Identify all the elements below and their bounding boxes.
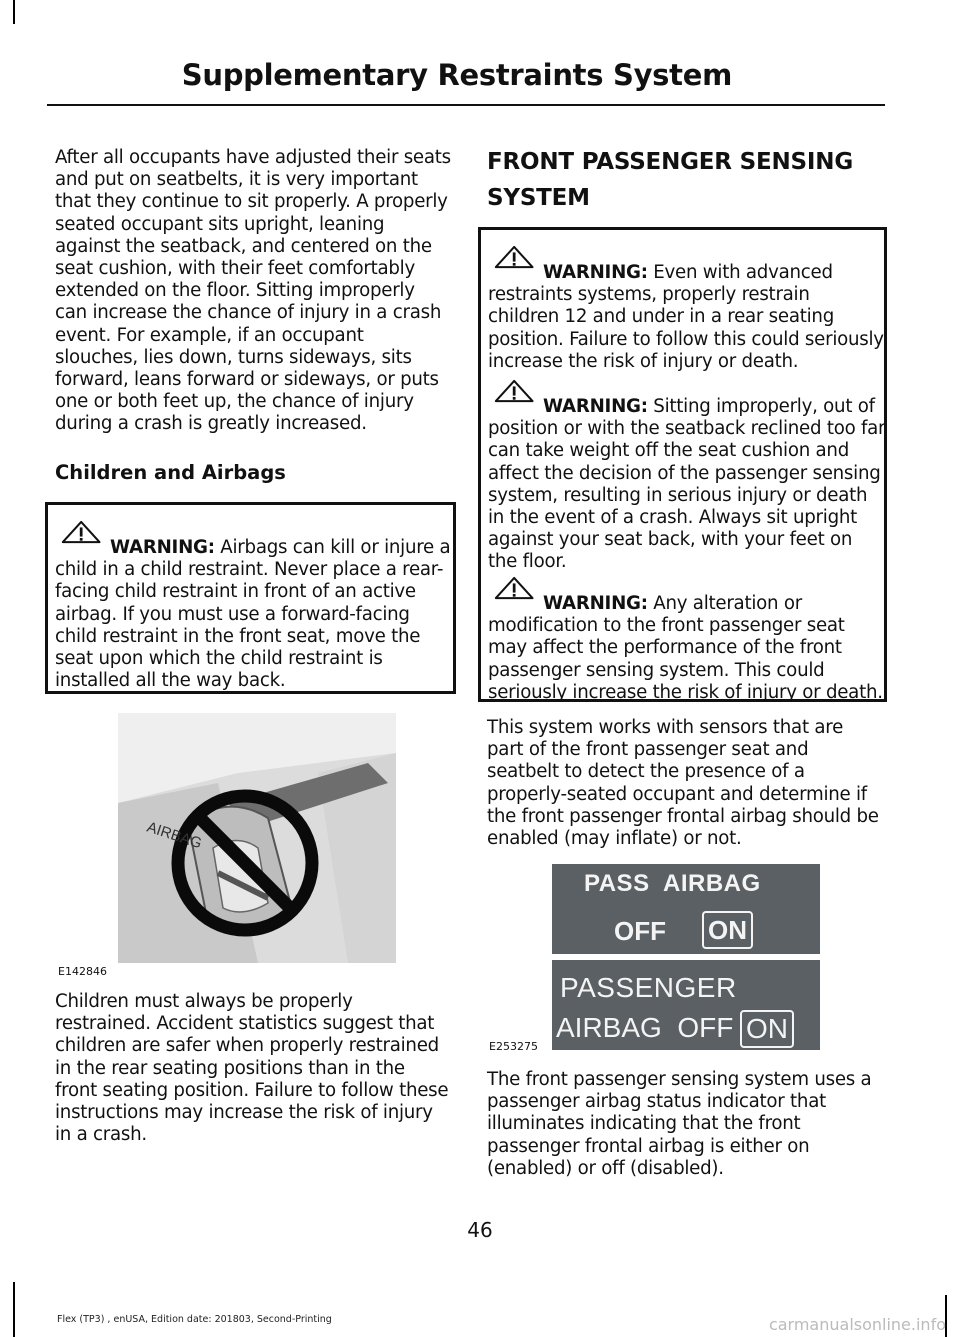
figure-id: E253275: [489, 1040, 538, 1053]
child-seat-illustration: [118, 713, 396, 963]
pass-airbag-on-label: ON: [702, 911, 753, 949]
passenger-label: PASSENGER: [560, 972, 737, 1003]
crop-mark: [13, 0, 15, 24]
warning-item: [55, 537, 452, 692]
warning-box-children: [45, 502, 456, 694]
status-indicator-paragraph: The front passenger sensing system uses a passenger airbag status indicator that illuminates indicating that the front passenger frontal airbag is either on (enabled) or off (disabled).: [487, 1069, 872, 1179]
warning-label: WARNING:: [543, 262, 648, 283]
warning-text: Any alteration or modification to the front passenger seat may affect the performance of the front passenger sensing system. This could seriously increase the risk of injury or death.: [488, 593, 883, 703]
passenger-airbag-off-label: AIRBAG OFF: [556, 1012, 734, 1043]
passenger-airbag-indicator: [552, 960, 820, 1050]
page-title: Supplementary Restraints System: [181, 58, 732, 92]
warning-text: Even with advanced restraints systems, properly restrain children 12 and under in a rear seating position. Failure to follow this could seriously increase the risk of injury or death.: [488, 262, 884, 372]
warning-item: [488, 396, 886, 574]
pass-airbag-indicator: [552, 864, 820, 954]
airbag-label: AIRBAG: [144, 818, 204, 853]
header-rule: [47, 104, 885, 106]
warning-box-passenger-sensing: [478, 227, 887, 702]
warning-triangle-icon: [494, 242, 538, 272]
passenger-airbag-on-label: ON: [740, 1010, 794, 1048]
pass-airbag-label: PASS AIRBAG: [584, 870, 761, 897]
pass-airbag-off-label: OFF: [614, 916, 666, 946]
warning-item: [488, 593, 886, 704]
warning-text: Sitting improperly, out of position or with the seatback reclined too far can take weight off the seat cushion and affect the decision of the passenger sensing system, resulting in serious injury or death in the event of a crash. Always sit upright against your seat back, with your feet on the floor.: [488, 396, 886, 573]
warning-item: [488, 262, 886, 373]
outro-paragraph: Children must always be properly restrained. Accident statistics suggest that children are safer when properly restrained in the rear seating positions than in the front seating position. Failure to follow these instructions may increase the risk of injury in a crash.: [55, 991, 449, 1146]
warning-triangle-icon: [61, 517, 105, 547]
warning-label: WARNING:: [110, 537, 215, 558]
figure-id: E142846: [58, 965, 107, 978]
warning-triangle-icon: [494, 573, 538, 603]
warning-label: WARNING:: [543, 593, 648, 614]
watermark: carmanualsonline.info: [768, 1315, 946, 1334]
warning-triangle-icon: [494, 376, 538, 406]
section-heading-passenger-sensing: FRONT PASSENGER SENSING SYSTEM: [487, 149, 854, 211]
warning-text: Airbags can kill or injure a child in a child restraint. Never place a rear-facing child restraint in front of an active airbag. If you must use a forward-facing child restraint in the front seat, move the seat upon which the child restraint is installed all the way back.: [55, 537, 451, 692]
sensing-system-paragraph: This system works with sensors that are part of the front passenger seat and seatbelt to detect the presence of a properly-seated occupant and determine if the front passenger frontal airbag should be enabled (may inflate) or not.: [487, 717, 879, 850]
page-number: 46: [467, 1218, 493, 1242]
warning-label: WARNING:: [543, 396, 648, 417]
footer-edition: Flex (TP3) , enUSA, Edition date: 201803, Second-Printing: [57, 1314, 332, 1325]
crop-mark: [13, 1282, 15, 1337]
child-seat-airbag-prohibited-icon: [118, 713, 396, 963]
section-heading-children-airbags: Children and Airbags: [55, 461, 286, 484]
intro-paragraph: After all occupants have adjusted their seats and put on seatbelts, it is very important that they continue to sit properly. A properly seated occupant sits upright, leaning against the seatback, and centered on the seat cushion, with their feet comfortably extended on the floor. Sitting improperly can increase the chance of injury in a crash event. For example, if an occupant slouches, lies down, turns sideways, sits forward, leans forward or sideways, or puts one or both feet up, the chance of injury during a crash is greatly increased.: [55, 147, 451, 435]
